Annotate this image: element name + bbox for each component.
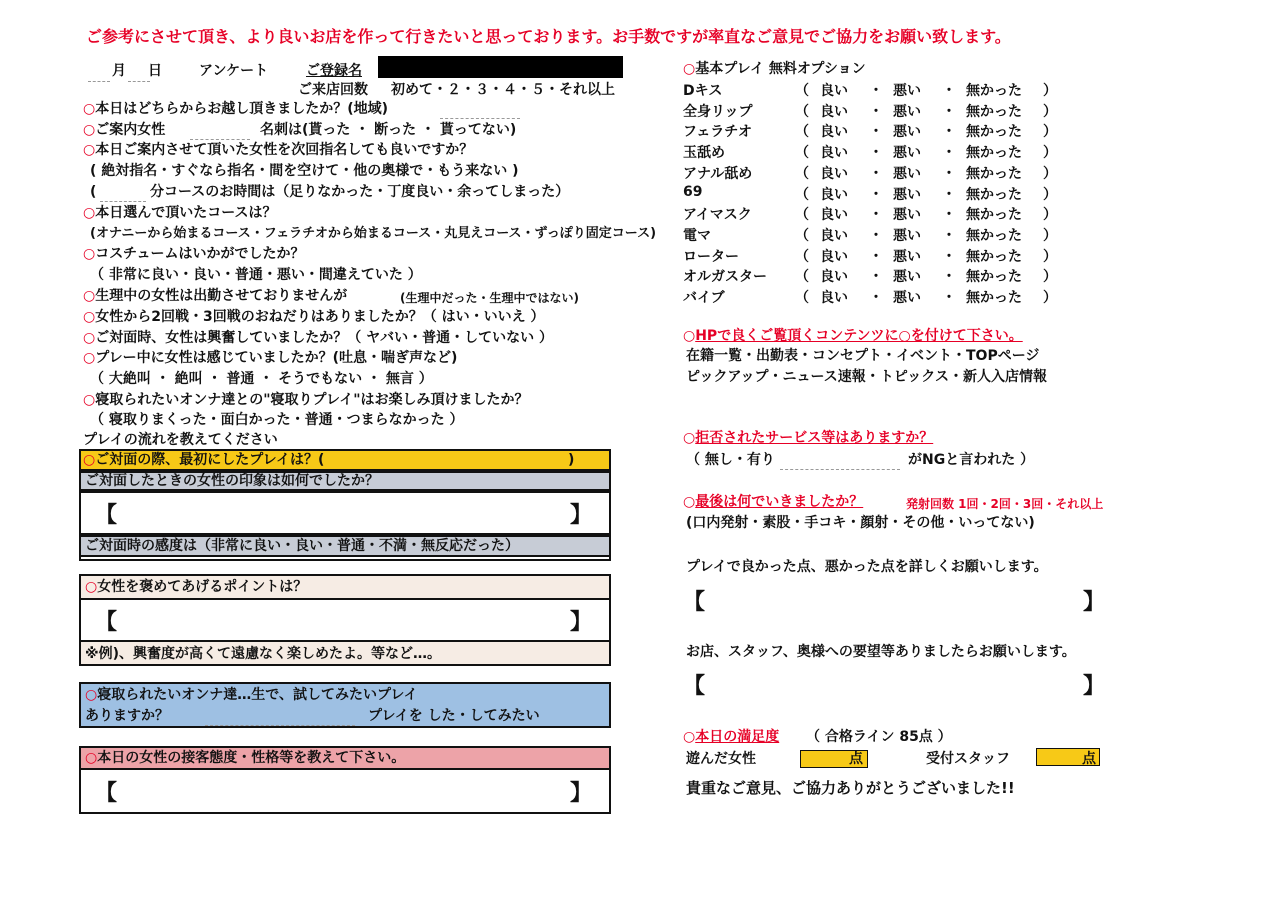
option-rating: （ (795, 227, 809, 244)
option-rating[interactable]: 無かった (966, 290, 1022, 306)
refuse-options[interactable]: （ 無し・有り (686, 452, 775, 468)
played-woman-label: 遊んだ女性 (686, 751, 756, 767)
option-row[interactable] (683, 142, 1063, 162)
option-row[interactable] (683, 184, 1063, 204)
staff-label: 受付スタッフ (926, 751, 1010, 767)
bracket-open: 【 (95, 503, 118, 528)
option-rating: （ (795, 186, 809, 203)
option-rating[interactable]: 悪い (893, 248, 921, 265)
q3-row: ○本日ご案内させて頂いた女性を次回指名しても良いですか？ (83, 142, 474, 158)
option-rating: （ (795, 269, 809, 286)
survey-label: アンケート (199, 63, 269, 79)
option-rating: ・ (869, 186, 883, 203)
option-row[interactable] (683, 204, 1063, 224)
option-rating: ） (1043, 186, 1057, 203)
day-field[interactable] (128, 61, 150, 82)
q9-text: ご対面時、女性は興奮していましたか？（ ヤバい・普通・していない ） (95, 330, 553, 346)
option-label: フェラチオ (683, 124, 753, 141)
bracket-close: 】 (570, 610, 593, 635)
staff-points: 点 (1082, 751, 1096, 767)
visits-options[interactable]: 初めて・２・３・４・５・それ以上 (391, 82, 615, 98)
option-rating[interactable]: 悪い (893, 290, 921, 306)
q6-text: コスチュームはいかがでしたか？ (95, 246, 305, 262)
option-rating: ・ (869, 103, 883, 120)
bracket-close: 】 (570, 781, 593, 806)
q11-text: 寝取られたいオンナ達との"寝取りプレイ"はお楽しみ頂けましたか？ (95, 392, 529, 408)
option-rating: ） (1043, 165, 1057, 182)
pass-line: （ 合格ライン 85点 ） (806, 729, 952, 745)
q7-row: ○生理中の女性は出勤させておりませんが (83, 288, 348, 304)
redacted-name (378, 56, 623, 78)
option-label: 玉舐め (683, 145, 725, 162)
option-rating: ・ (942, 290, 956, 306)
q5-row: ○本日選んで頂いたコースは？ (83, 205, 277, 221)
option-rating: ・ (869, 290, 883, 306)
first-play-q: ○ご対面の際、最初にしたプレイは？( (83, 452, 325, 468)
try-play-q: ○寝取られたいオンナ達…生で、試してみたいプレイ (85, 687, 418, 703)
option-rating[interactable]: 良い (820, 207, 848, 224)
praise-answer[interactable] (79, 598, 611, 642)
option-rating: ・ (869, 124, 883, 141)
option-rating: ） (1043, 124, 1057, 141)
bracket-open: 【 (95, 610, 118, 635)
q10-text: プレー中に女性は感じていましたか？(吐息・喘ぎ声など) (95, 350, 458, 366)
option-rating: （ (795, 207, 809, 224)
month-field[interactable] (88, 61, 110, 82)
option-rating: （ (795, 124, 809, 141)
option-rating[interactable]: 無かった (966, 248, 1022, 265)
bracket-close: 】 (570, 503, 593, 528)
try-play-q2: ありますか？ (85, 708, 169, 724)
option-rating[interactable]: 無かった (966, 124, 1022, 141)
finish-options[interactable]: (口内発射・素股・手コキ・顔射・その他・いってない) (686, 515, 1035, 531)
option-rating[interactable]: 良い (820, 227, 848, 244)
refuse-tail: がNGと言われた ） (908, 452, 1035, 468)
option-rating[interactable]: 良い (820, 248, 848, 265)
option-row[interactable] (683, 225, 1063, 245)
option-row[interactable] (683, 266, 1063, 286)
option-row[interactable] (683, 121, 1063, 141)
option-rating: ） (1043, 290, 1057, 306)
option-rating: ） (1043, 103, 1057, 120)
q2-guide-label: ご案内女性 (95, 122, 166, 138)
bracket-close: 】 (1083, 590, 1106, 615)
request-field[interactable] (710, 669, 1080, 709)
option-rating[interactable]: 悪い (893, 103, 921, 120)
option-rating[interactable]: 悪い (893, 269, 921, 286)
option-rating: ・ (869, 227, 883, 244)
option-rating[interactable]: 悪い (893, 227, 921, 244)
option-rating: ） (1043, 145, 1057, 162)
thanks-text: 貴重なご意見、ご協力ありがとうございました!! (686, 779, 1015, 797)
option-rating: ・ (869, 145, 883, 162)
option-rating: （ (795, 165, 809, 182)
good-bad-heading: プレイで良かった点、悪かった点を詳しくお願いします。 (686, 559, 1048, 575)
q2-guide-field[interactable] (190, 119, 250, 140)
option-label: 69 (683, 183, 703, 200)
q1-text: 本日はどちらからお越し頂きましたか？(地域) (95, 101, 389, 117)
q5-options[interactable]: (オナニーから始まるコース・フェラチオから始まるコース・丸見えコース・ずっぽり固定コース) (90, 226, 657, 241)
bracket-open: 【 (683, 590, 706, 615)
option-rating[interactable]: 良い (820, 145, 848, 162)
option-rating[interactable]: 良い (820, 290, 848, 306)
refuse-field[interactable] (780, 449, 900, 470)
option-rating[interactable]: 悪い (893, 207, 921, 224)
option-rating[interactable]: 無かった (966, 165, 1022, 182)
hp-line-1[interactable]: 在籍一覧・出勤表・コンセプト・イベント・TOPページ (686, 348, 1040, 364)
option-rating[interactable]: 無かった (966, 207, 1022, 224)
option-rating[interactable]: 良い (820, 186, 848, 203)
option-rating[interactable]: 良い (820, 83, 848, 99)
option-rating: ・ (942, 186, 956, 203)
option-rating[interactable]: 良い (820, 165, 848, 182)
flow-heading: プレイの流れを教えてください (83, 432, 278, 448)
q2-row: ○ご案内女性 (83, 122, 166, 138)
option-rating: ・ (942, 227, 956, 244)
bracket-open: 【 (683, 674, 706, 699)
q8-text: 女性から2回戦・3回戦のおねだりはありましたか？（ はい・いいえ ） (95, 309, 545, 325)
option-rating[interactable]: 良い (820, 124, 848, 141)
option-row[interactable] (683, 80, 1063, 100)
hp-line-2[interactable]: ピックアップ・ニュース速報・トピックス・新人入店情報 (686, 369, 1048, 385)
finish-count[interactable]: 発射回数 1回・2回・3回・それ以上 (906, 497, 1104, 511)
request-heading: お店、スタッフ、奥様への要望等ありましたらお願いします。 (686, 644, 1076, 660)
option-row[interactable] (683, 246, 1063, 266)
option-rating: ・ (942, 124, 956, 141)
day-label: 日 (148, 63, 162, 79)
option-rating[interactable]: 悪い (893, 165, 921, 182)
q6-row: ○コスチュームはいかがでしたか？ (83, 246, 305, 262)
q6-options[interactable]: （ 非常に良い・良い・普通・悪い・間違えていた ） (90, 267, 422, 283)
finish-heading: ○最後は何でいきましたか？ (683, 494, 864, 510)
option-label: 電マ (683, 227, 711, 244)
option-rating: ・ (869, 248, 883, 265)
q7-text: 生理中の女性は出勤させておりませんが (95, 288, 348, 304)
option-rating: ・ (942, 248, 956, 265)
impression-q: ご対面したときの女性の印象は如何でしたか？ (85, 473, 379, 489)
option-rating[interactable]: 悪い (893, 186, 921, 203)
option-rating: （ (795, 248, 809, 265)
q7-options[interactable]: (生理中だった・生理中ではない) (400, 291, 579, 305)
sensitivity-q: ご対面時の感度は（非常に良い・良い・普通・不満・無反応だった） (85, 538, 519, 554)
option-rating[interactable]: 悪い (893, 145, 921, 162)
played-woman-points: 点 (849, 751, 863, 767)
q3-options[interactable]: ( 絶対指名・すぐなら指名・間を空けて・他の奥様で・もう来ない ) (90, 163, 519, 179)
praise-note: ※例)、興奮度が高くて遠慮なく楽しめたよ。等など…。 (85, 646, 442, 662)
option-rating: ・ (869, 165, 883, 182)
q10-options[interactable]: （ 大絶叫 ・ 絶叫 ・ 普通 ・ そうでもない ・ 無言 ） (90, 371, 433, 387)
option-rating[interactable]: 無かった (966, 83, 1022, 99)
option-rating[interactable]: 無かった (966, 269, 1022, 286)
refuse-heading: ○拒否されたサービス等はありますか？ (683, 430, 934, 446)
option-rating: ） (1043, 248, 1057, 265)
q11-row: ○寝取られたいオンナ達との"寝取りプレイ"はお楽しみ頂けましたか？ (83, 392, 529, 408)
option-rating: ・ (869, 83, 883, 99)
option-label: 全身リップ (683, 103, 753, 120)
bracket-close: 】 (1083, 674, 1106, 699)
option-rating[interactable]: 良い (820, 103, 848, 120)
option-rating: （ (795, 83, 809, 99)
try-play-options[interactable]: プレイを した・してみたい (368, 708, 540, 724)
option-rating[interactable]: 無かった (966, 227, 1022, 244)
option-rating: （ (795, 145, 809, 162)
satisfaction-heading: ○本日の満足度 (683, 729, 780, 745)
q1-region-field[interactable] (440, 98, 520, 119)
option-row[interactable] (683, 101, 1063, 121)
option-label: Dキス (683, 83, 723, 99)
option-rating[interactable]: 無かった (966, 186, 1022, 203)
option-rating[interactable]: 悪い (893, 83, 921, 99)
q4-prefix: ( (90, 184, 97, 200)
option-rating: （ (795, 290, 809, 306)
option-row[interactable] (683, 163, 1063, 183)
basic-play-heading: ○基本プレイ 無料オプション (683, 61, 866, 77)
visits-label: ご来店回数 (298, 82, 368, 98)
option-label: アイマスク (683, 207, 752, 224)
q8-row: ○女性から2回戦・3回戦のおねだりはありましたか？（ はい・いいえ ） (83, 309, 545, 325)
q1-row (83, 100, 388, 118)
q9-row: ○ご対面時、女性は興奮していましたか？（ ヤバい・普通・していない ） (83, 330, 553, 346)
month-label: 月 (112, 63, 126, 79)
option-rating: ・ (942, 103, 956, 120)
option-rating: （ (795, 103, 809, 120)
page-title: ご参考にさせて頂き、より良いお店を作って行きたいと思っております。お手数ですが率直なご意見でご協力をお願い致します。 (86, 27, 1011, 46)
option-rating: ・ (869, 269, 883, 286)
attitude-q: ○本日の女性の接客態度・性格等を教えて下さい。 (85, 750, 406, 766)
option-rating: ） (1043, 83, 1057, 99)
option-rating: ・ (942, 145, 956, 162)
option-rating: ・ (869, 207, 883, 224)
option-label: ローター (683, 248, 739, 265)
try-play-field[interactable] (205, 705, 355, 726)
option-rating: ） (1043, 269, 1057, 286)
hp-heading: ○HPで良くご覧頂くコンテンツに○を付けて下さい。 (683, 328, 1023, 344)
q5-text: 本日選んで頂いたコースは？ (95, 205, 277, 221)
option-label: オルガスター (683, 269, 767, 286)
option-rating[interactable]: 良い (820, 269, 848, 286)
q3-text: 本日ご案内させて頂いた女性を次回指名しても良いですか？ (95, 142, 474, 158)
first-play-close: ) (568, 452, 575, 468)
option-rating: ・ (942, 83, 956, 99)
praise-q: ○女性を褒めてあげるポイントは？ (85, 579, 308, 595)
option-rating[interactable]: 無かった (966, 145, 1022, 162)
registered-name-label: ご登録名 (306, 63, 362, 79)
option-rating: ） (1043, 227, 1057, 244)
option-label: バイブ (683, 290, 725, 306)
option-rating: ・ (942, 269, 956, 286)
circle-marker: ○ (83, 101, 96, 117)
option-label: アナル舐め (683, 165, 753, 182)
option-rating[interactable]: 悪い (893, 124, 921, 141)
q4-text[interactable]: 分コースのお時間は（足りなかった・丁度良い・余ってしまった） (150, 184, 570, 200)
option-rating: ） (1043, 207, 1057, 224)
option-rating: ・ (942, 165, 956, 182)
impression-answer[interactable] (79, 491, 611, 535)
q10-row: ○プレー中に女性は感じていましたか？(吐息・喘ぎ声など) (83, 350, 458, 366)
good-bad-field[interactable] (710, 585, 1080, 625)
attitude-answer[interactable] (79, 768, 611, 814)
option-rating: ・ (942, 207, 956, 224)
option-rating[interactable]: 無かった (966, 103, 1022, 120)
q11-options[interactable]: （ 寝取りまくった・面白かった・普通・つまらなかった ） (90, 412, 464, 428)
q2-card-text[interactable]: 名刺は(貰った ・ 断った ・ 貰ってない) (260, 122, 517, 138)
bracket-open: 【 (95, 781, 118, 806)
q4-minutes-field[interactable] (100, 181, 146, 202)
option-row[interactable] (683, 287, 1063, 307)
